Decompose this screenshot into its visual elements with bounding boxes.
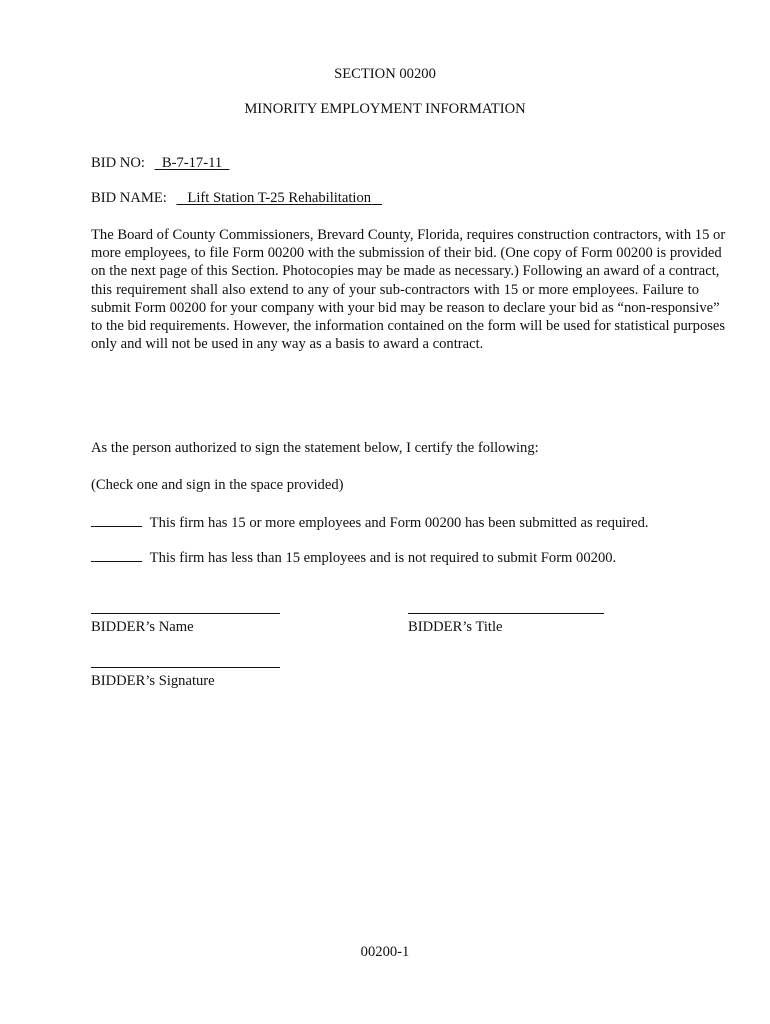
option-text: This firm has 15 or more employees and Form 00200 has been submitted as required. [149,515,649,531]
option-row-less-than-15 [91,547,616,567]
option-row-15-or-more [91,512,649,532]
page-heading: MINORITY EMPLOYMENT INFORMATION [244,101,526,117]
check-instruction: (Check one and sign in the space provided) [91,477,344,493]
bidder-name-line[interactable] [91,613,280,614]
bid-number-row [91,155,229,172]
bidder-title-line[interactable] [408,613,604,614]
section-number: SECTION 00200 [334,66,436,82]
paragraph-line: submit Form 00200 for your company with your bid may be reason to declare your bid as “non-responsive” [91,299,720,316]
bid-name-label: BID NAME: [91,190,167,206]
paragraph-line: to the bid requirements. However, the information contained on the form will be used for statistical purposes [91,318,726,335]
paragraph-line: on the next page of this Section. Photocopies may be made as necessary.) Following an award of a contract, [91,263,720,280]
bidder-title-label: BIDDER’s Title [408,619,503,635]
option-checkbox-blank[interactable] [91,512,142,527]
paragraph-line: The Board of County Commissioners, Brevard County, Florida, requires construction contractors, with 15 or [91,227,726,243]
bid-number-value: B-7-17-11 [161,155,223,171]
bidder-signature-line[interactable] [91,667,280,668]
certify-statement: As the person authorized to sign the statement below, I certify the following: [91,440,539,456]
paragraph-line: more employees, to file Form 00200 with the submission of their bid. (One copy of Form 00200 is provided [91,245,722,262]
bid-name-row [91,190,382,207]
option-checkbox-blank[interactable] [91,547,142,562]
paragraph-line: this requirement shall also extend to any of your sub-contractors with 15 or more employees. Failure to [91,281,699,298]
page-number: 00200-1 [360,944,410,960]
requirement-paragraph [91,226,726,353]
bidder-signature-label: BIDDER’s Signature [91,673,215,689]
bid-number-label: BID NO: [91,155,145,171]
bidder-name-label: BIDDER’s Name [91,619,194,635]
option-text: This firm has less than 15 employees and is not required to submit Form 00200. [149,550,617,566]
paragraph-line: only and will not be used in any way as a basis to award a contract. [91,336,484,353]
bid-name-value: Lift Station T-25 Rehabilitation [187,190,372,206]
